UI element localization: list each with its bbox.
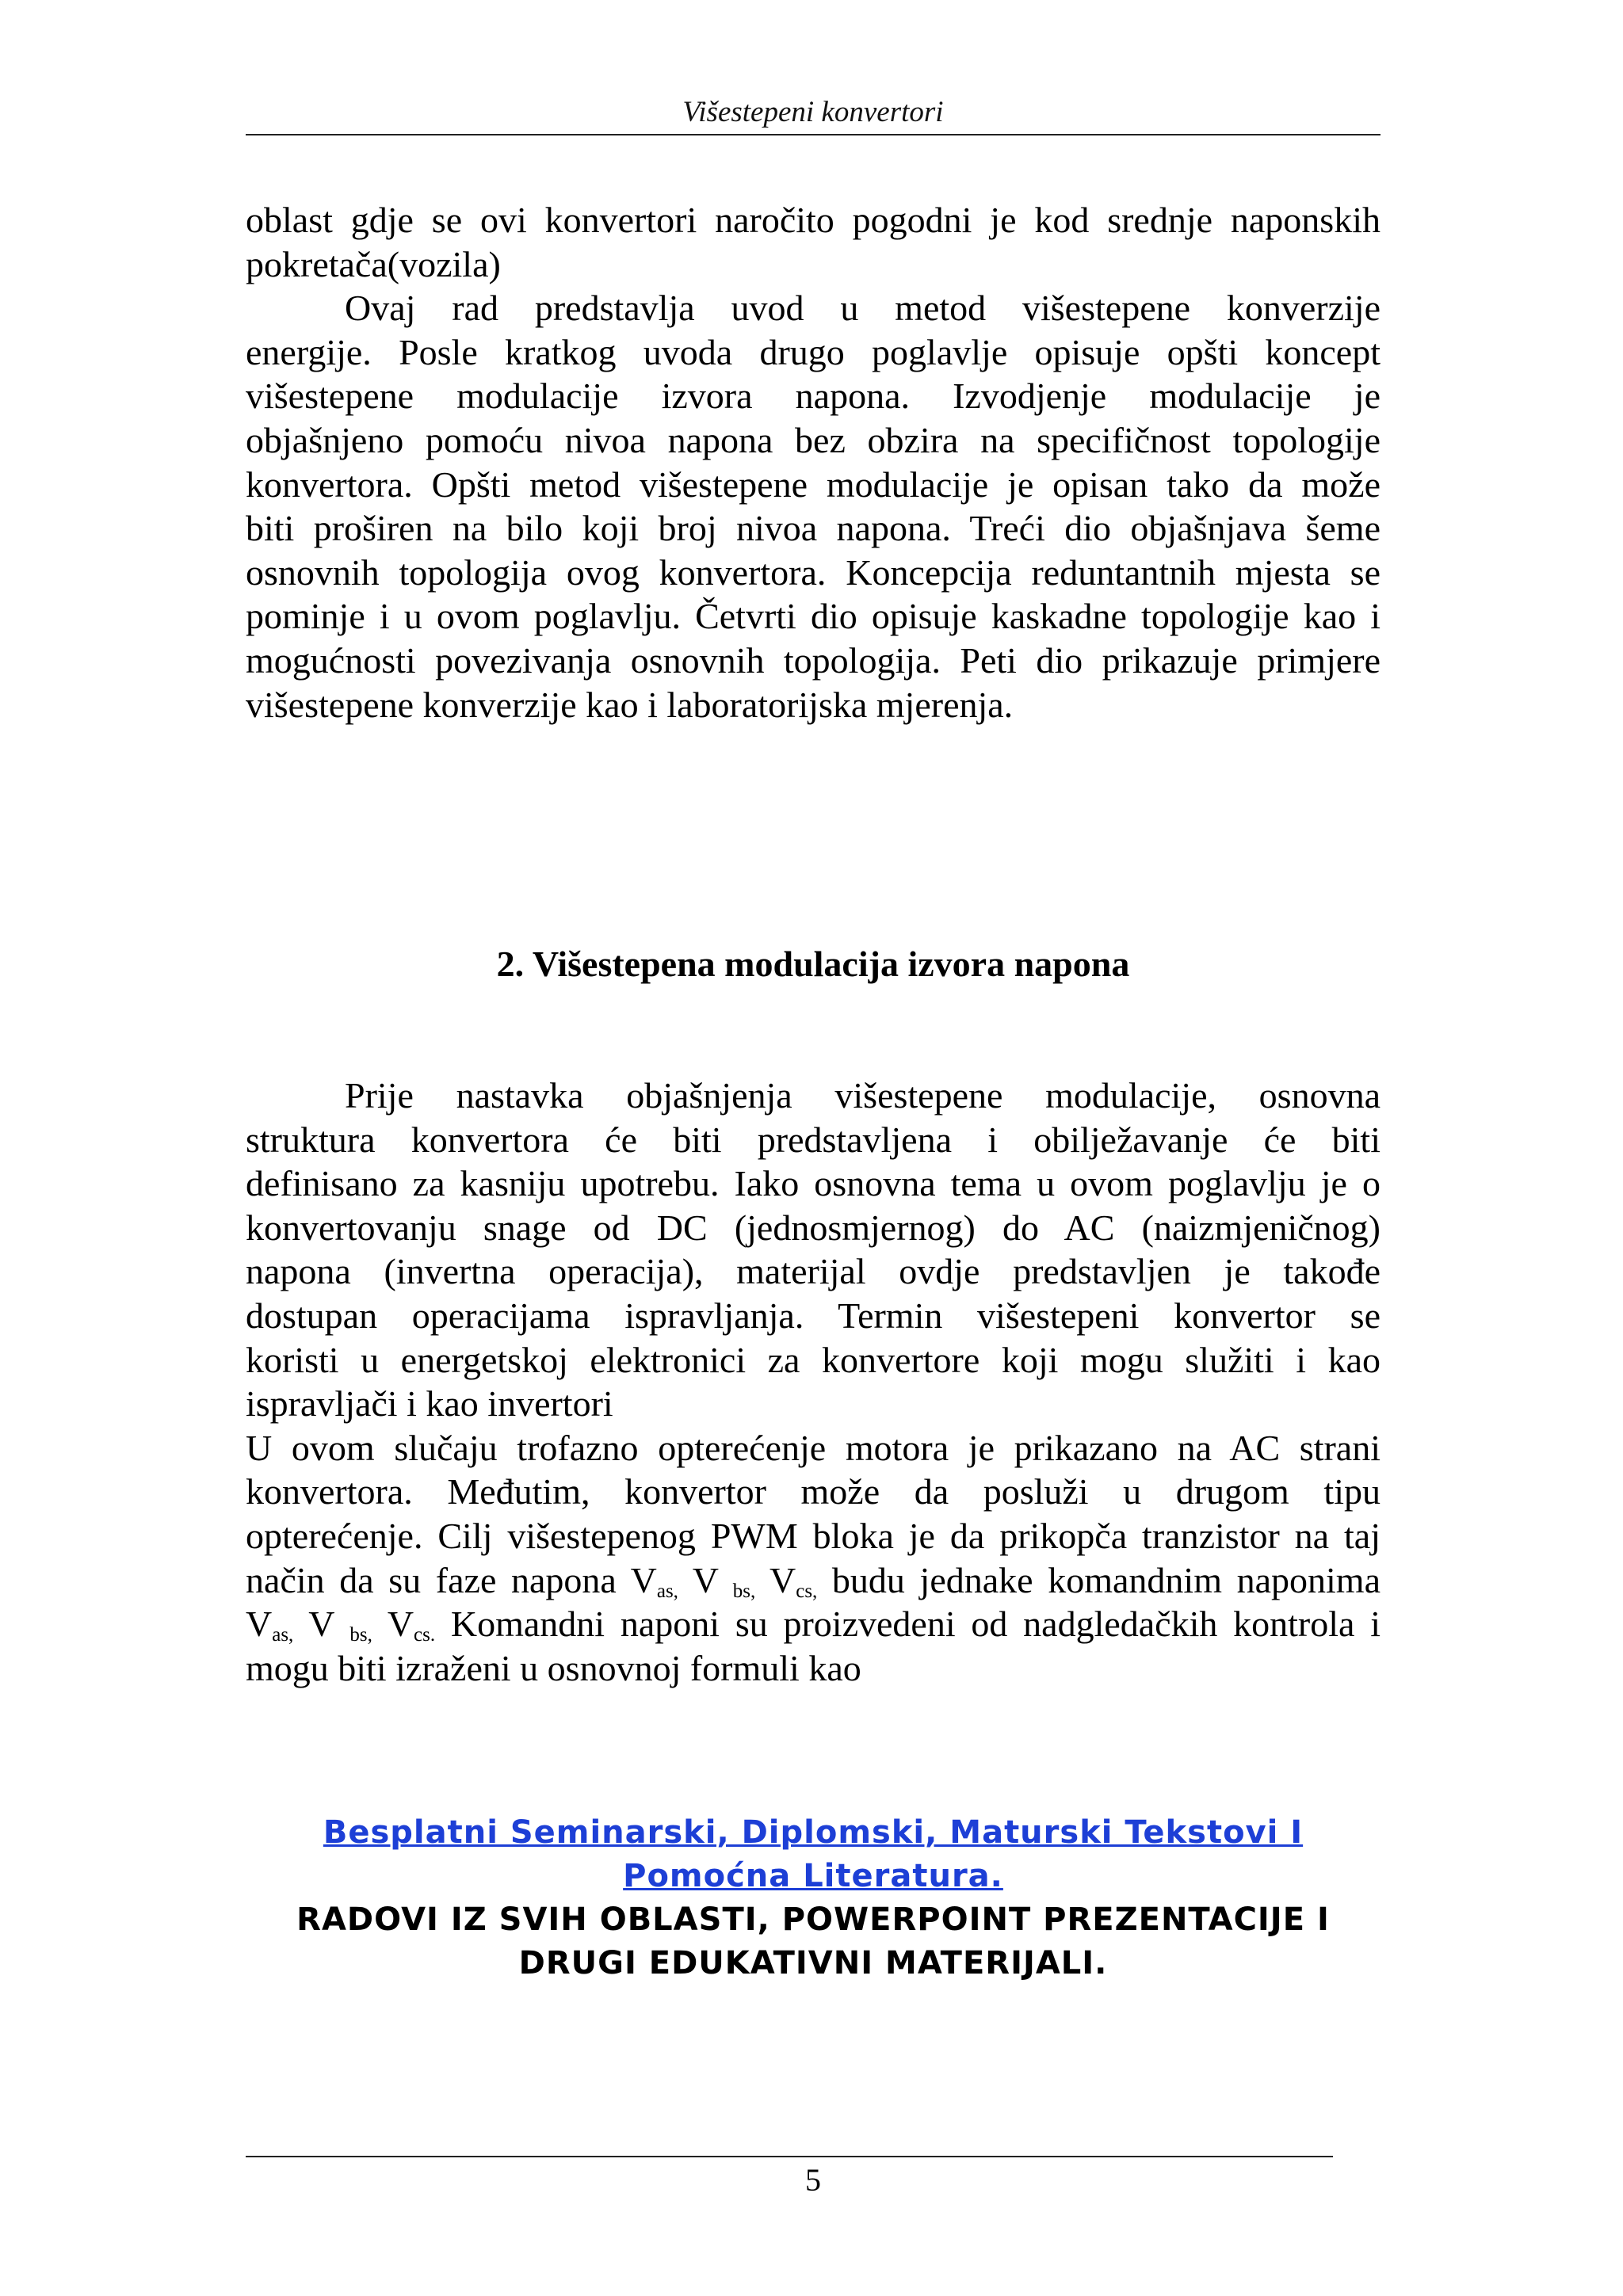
text-line: ispravljači i kao invertori <box>246 1383 613 1425</box>
intro-paragraph <box>246 198 1381 727</box>
text-line: opterećenje. Cilj višestepenog PWM bloka je da prikopča tranzistor na taj <box>246 1515 1381 1556</box>
text-line: objašnjeno pomoću nivoa napona bez obzira na specifičnost topologije <box>246 419 1381 460</box>
page-number: 5 <box>805 2162 821 2198</box>
text-line: struktura konvertora će biti predstavljena i obilježavanje će biti <box>246 1119 1381 1160</box>
text-line: konvertora. Međutim, konvertor može da posluži u drugom tipu <box>246 1471 1381 1512</box>
promo-link-literatura[interactable]: Pomoćna Literatura. <box>623 1858 1003 1894</box>
text-line: Ovaj rad predstavlja uvod u metod višestepene konverzije <box>345 288 1381 329</box>
text-line: pokretača(vozila) <box>246 243 501 284</box>
text-line: koristi u energetskoj elektronici za konvertore koji mogu služiti i kao <box>246 1339 1381 1380</box>
section-heading: 2. Višestepena modulacija izvora napona <box>496 944 1130 984</box>
text-line: konvertovanju snage od DC (jednosmjernog) do AC (naizmjeničnog) <box>246 1207 1381 1248</box>
section-paragraph <box>246 1074 1381 1690</box>
text-line: mogu biti izraženi u osnovnoj formuli kao <box>246 1647 861 1688</box>
text-line: oblast gdje se ovi konvertori naročito pogodni je kod srednje naponskih <box>246 200 1381 240</box>
text-line: Prije nastavka objašnjenja višestepene modulacije, osnovna <box>345 1075 1381 1116</box>
text-line: osnovnih topologija ovog konvertora. Koncepcija reduntantnih mjesta se <box>246 551 1381 593</box>
formula-line-1: način da su faze napona $V_{as,}$ V $_{bs,}$ $V_{cs,}$ budu jednake komandnim naponima <box>246 1559 1381 1602</box>
text-line: konvertora. Opšti metod višestepene modulacije je opisan tako da može <box>246 463 1381 505</box>
running-header-title: Višestepeni konvertori <box>682 96 944 128</box>
text-line: dostupan operacijama ispravljanja. Termin višestepeni konvertor se <box>246 1295 1381 1336</box>
text-line: biti proširen na bilo koji broj nivoa napona. Treći dio objašnjava šeme <box>246 508 1381 549</box>
text-line: energije. Posle kratkog uvoda drugo poglavlje opisuje opšti koncept <box>246 331 1381 372</box>
promo-link-line <box>246 1858 1381 1894</box>
formula-line-2: $V_{as,}$ V $_{bs,}$ $V_{cs.}$ Komandni naponi su proizvedeni od nadgledačkih kontrola i <box>246 1604 1381 1646</box>
promo-text-line: DRUGI EDUKATIVNI MATERIJALI. <box>518 1945 1108 1981</box>
promo-text-line: RADOVI IZ SVIH OBLASTI, POWERPOINT PREZENTACIJE I <box>296 1901 1330 1938</box>
text-line: mogućnosti povezivanja osnovnih topologija. Peti dio prikazuje primjere <box>246 639 1381 681</box>
text-line: pominje i u ovom poglavlju. Četvrti dio opisuje kaskadne topologije kao i <box>246 596 1381 637</box>
promo-link-seminarski[interactable]: Besplatni Seminarski, Diplomski, Maturski Tekstovi I <box>323 1814 1304 1851</box>
text-line: U ovom slučaju trofazno opterećenje motora je prikazano na AC strani <box>246 1427 1381 1468</box>
text-line: napona (invertna operacija), materijal ovdje predstavljen je takođe <box>246 1251 1381 1292</box>
text-line: višestepene modulacije izvora napona. Izvodjenje modulacije je <box>246 376 1381 417</box>
footer-rule <box>246 2156 1333 2157</box>
text-line: višestepene konverzije kao i laboratorijska mjerenja. <box>246 684 1014 725</box>
promo-link-line <box>246 1814 1381 1851</box>
text-line: definisano za kasniju upotrebu. Iako osnovna tema u ovom poglavlju je o <box>246 1163 1381 1204</box>
header-rule <box>246 134 1381 135</box>
